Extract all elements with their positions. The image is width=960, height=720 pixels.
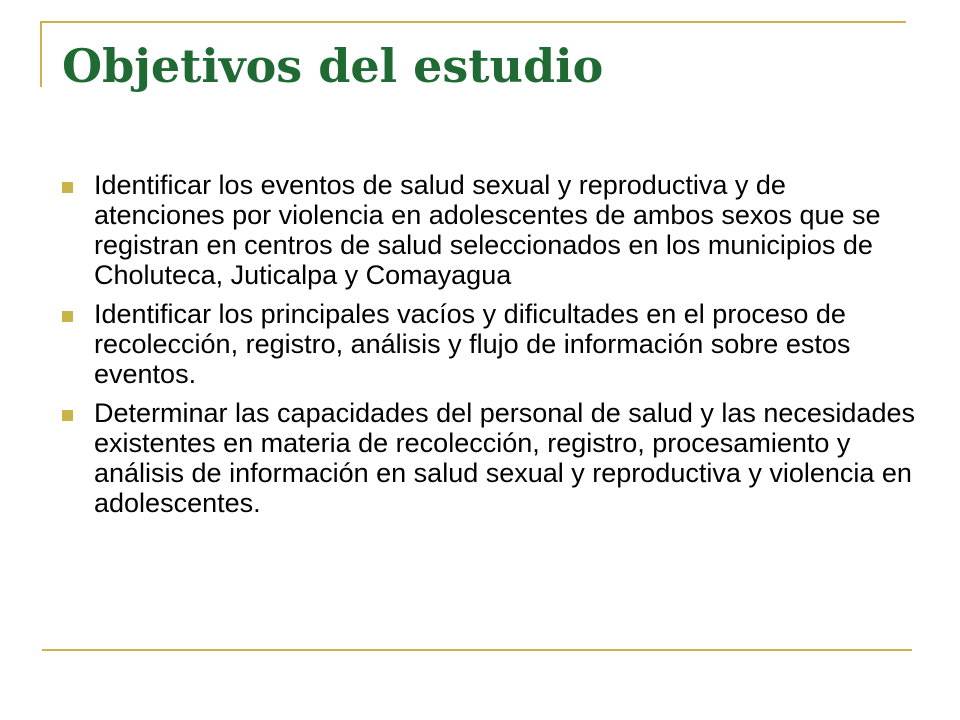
bullet-item <box>62 170 922 290</box>
bullet-text: Identificar los eventos de salud sexual y reproductiva y de atenciones por violencia en adolescentes de ambos sexos que se registran en centros de salud seleccionados en los municipios de Choluteca, Juticalpa y Comayagua <box>94 170 881 290</box>
square-bullet-icon <box>62 311 73 322</box>
bottom-rule <box>42 649 912 651</box>
bullet-text: Determinar las capacidades del personal de salud y las necesidades existentes en materia de recolección, registro, procesamiento y análisis de información en salud sexual y reproductiva y violencia en adolescentes. <box>94 398 915 518</box>
left-rule <box>40 21 42 87</box>
square-bullet-icon <box>62 182 73 193</box>
top-rule <box>40 21 906 23</box>
bullet-item <box>62 299 922 389</box>
slide-title: Objetivos del estudio <box>62 39 604 93</box>
bullet-item <box>62 398 922 518</box>
square-bullet-icon <box>62 410 73 421</box>
bullet-text: Identificar los principales vacíos y dificultades en el proceso de recolección, registro, análisis y flujo de información sobre estos eventos. <box>94 299 851 389</box>
bullet-list <box>62 170 922 527</box>
